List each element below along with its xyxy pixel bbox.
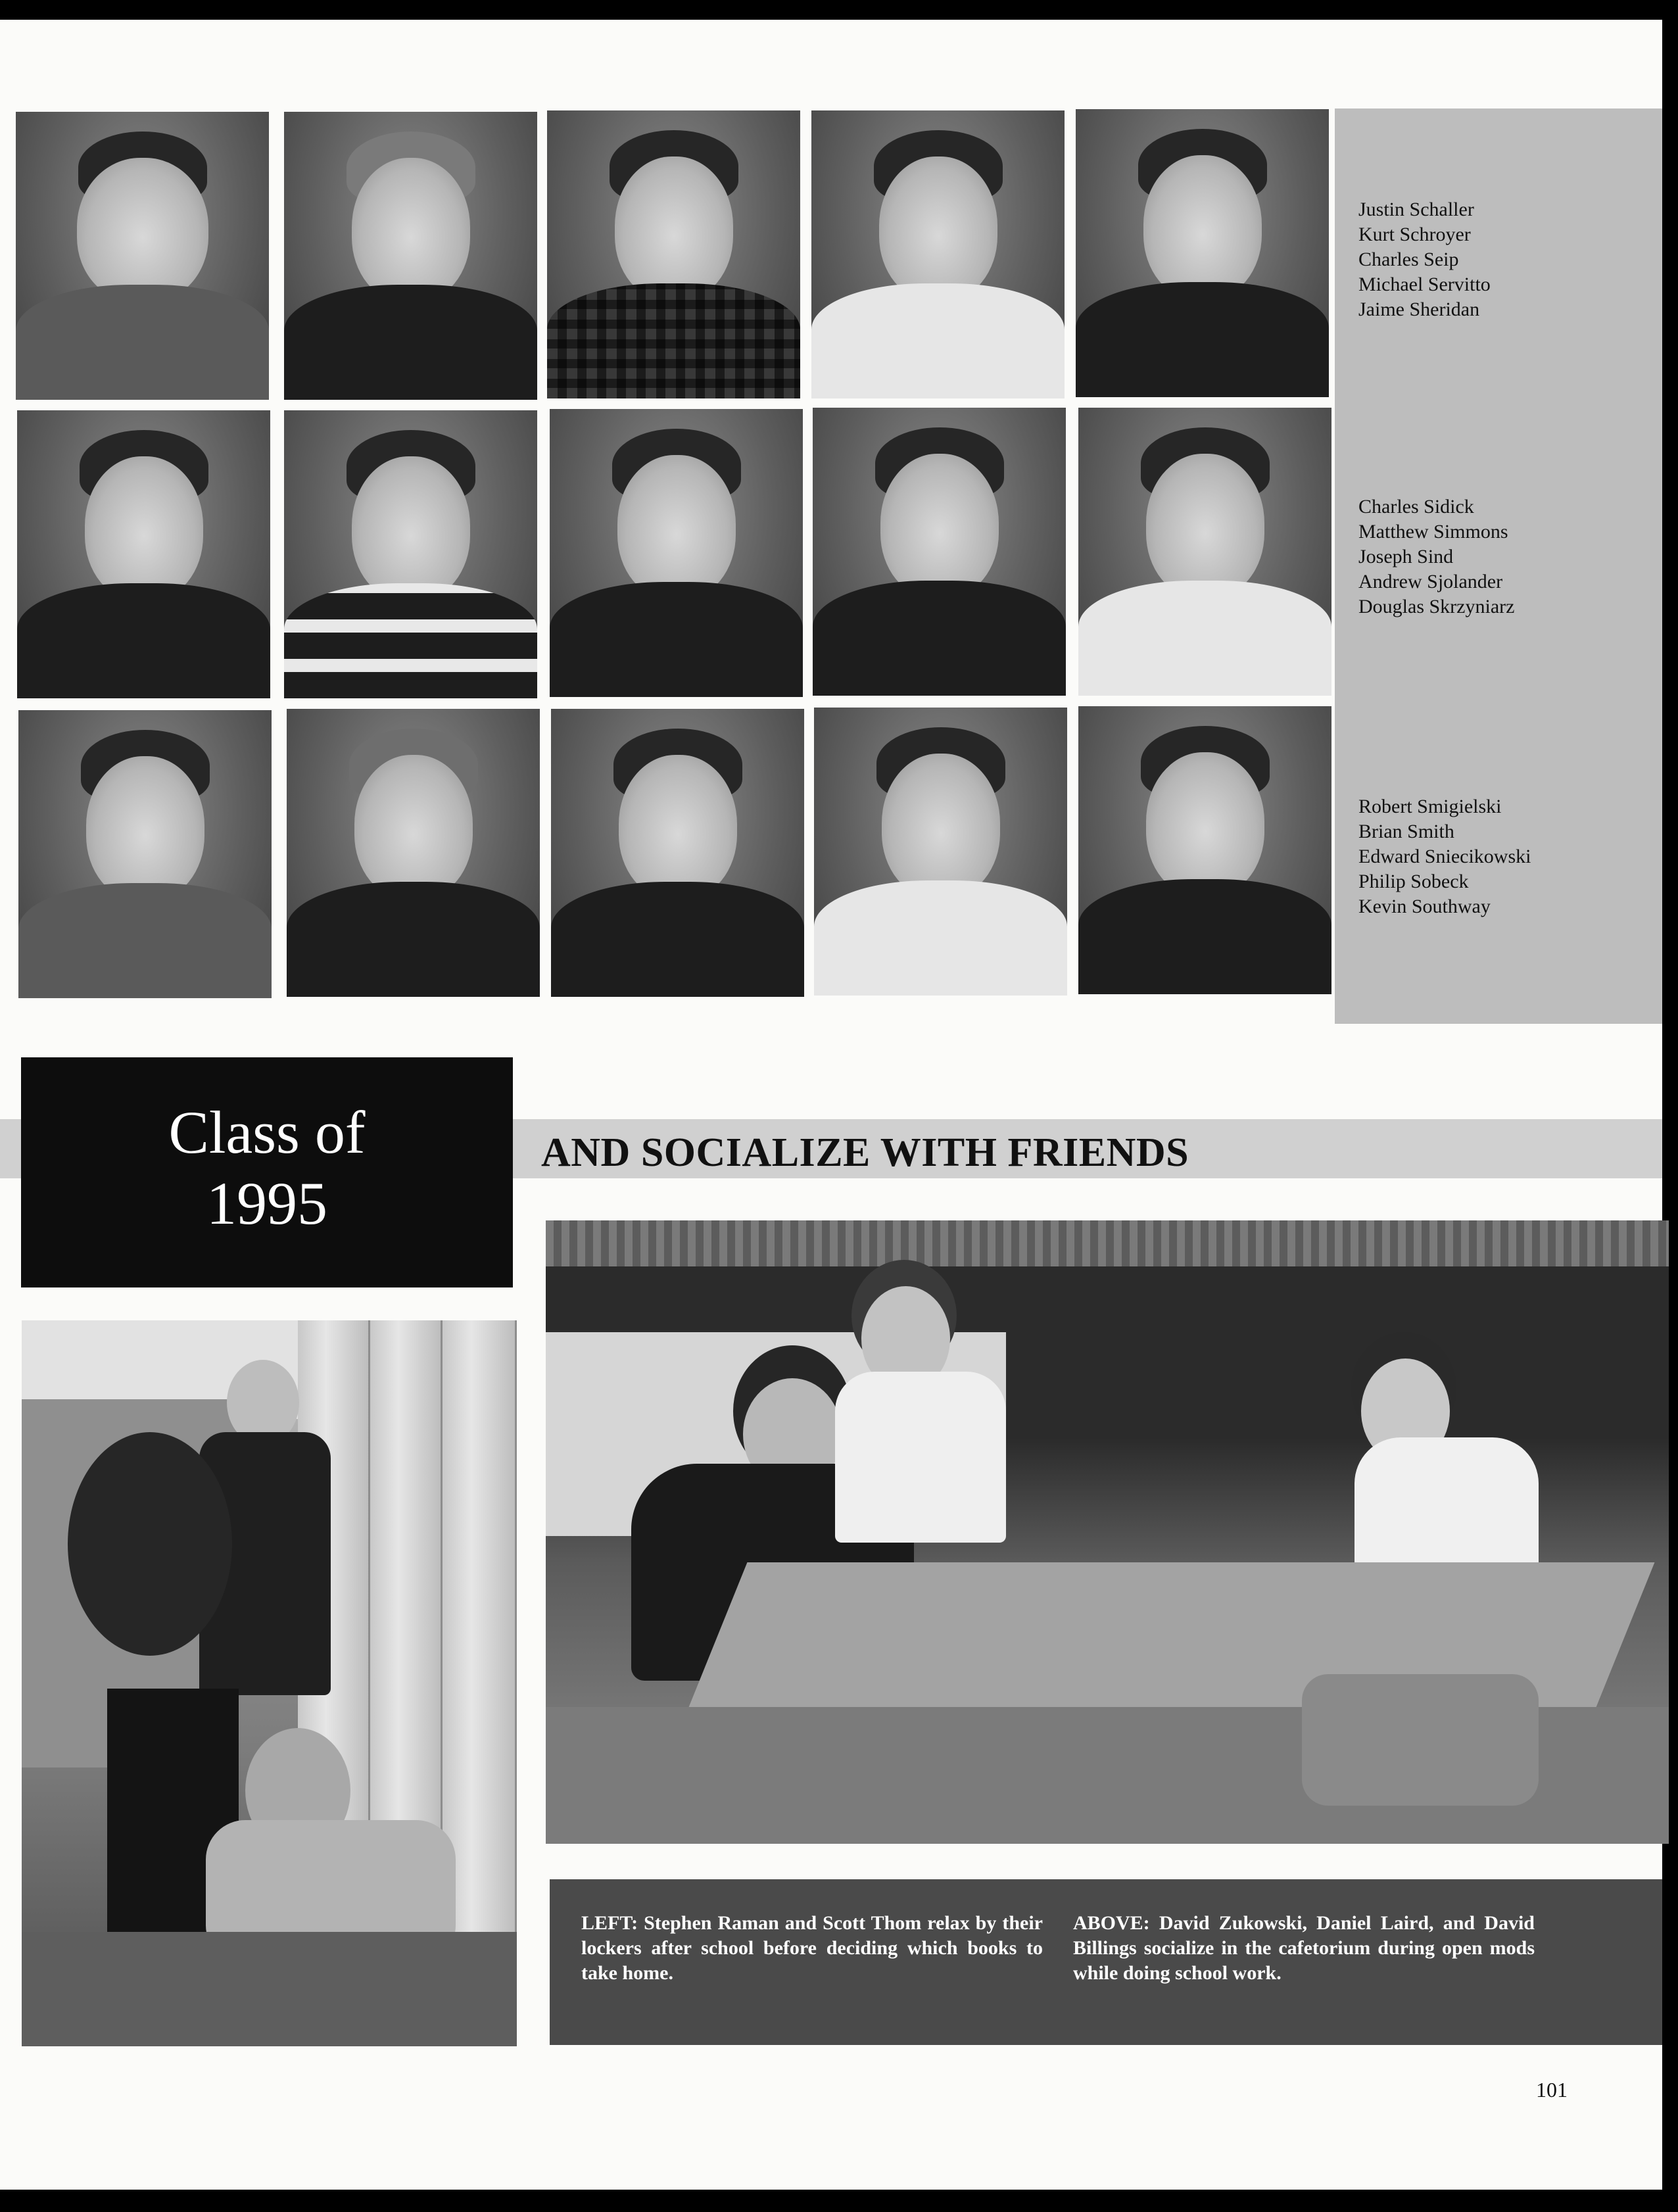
- portrait-photo: [16, 112, 269, 400]
- page-headline: AND SOCIALIZE WITH FRIENDS: [541, 1130, 1189, 1175]
- name-list-row-2: [1358, 494, 1514, 619]
- portrait-photo: [18, 710, 272, 998]
- page-number: 101: [1536, 2078, 1568, 2102]
- student-name: Edward Sniecikowski: [1358, 846, 1531, 867]
- student-name: Philip Sobeck: [1358, 871, 1469, 892]
- portrait-photo: [284, 112, 537, 400]
- class-title-box: [21, 1057, 513, 1287]
- student-name: Matthew Simmons: [1358, 521, 1508, 542]
- portrait-photo: [1078, 408, 1331, 696]
- portrait-photo: [284, 410, 537, 698]
- cafetorium-photo: [546, 1220, 1669, 1844]
- portrait-photo: [814, 708, 1067, 996]
- student-name: Joseph Sind: [1358, 546, 1454, 567]
- student-name: Jaime Sheridan: [1358, 299, 1480, 320]
- student-name: Michael Servitto: [1358, 274, 1491, 295]
- locker-photo: [22, 1320, 517, 2046]
- portrait-photo: [1076, 109, 1329, 397]
- student-name: Andrew Sjolander: [1358, 571, 1503, 592]
- portrait-photo: [550, 409, 803, 697]
- name-list-row-1: [1358, 197, 1491, 322]
- yearbook-page: [0, 20, 1662, 2190]
- portrait-photo: [813, 408, 1066, 696]
- portrait-photo: [811, 110, 1065, 398]
- portrait-photo: [287, 709, 540, 997]
- student-name: Charles Seip: [1358, 249, 1459, 270]
- student-name: Charles Sidick: [1358, 496, 1474, 517]
- portrait-photo: [17, 410, 270, 698]
- class-title-line-2: 1995: [206, 1170, 327, 1237]
- portrait-photo: [547, 110, 800, 398]
- student-name: Kurt Schroyer: [1358, 224, 1471, 245]
- student-name: Douglas Skrzyniarz: [1358, 596, 1515, 617]
- portrait-photo: [1078, 706, 1331, 994]
- student-name: Kevin Southway: [1358, 896, 1491, 917]
- class-title-line-1: Class of: [168, 1099, 366, 1166]
- student-name: Brian Smith: [1358, 821, 1454, 842]
- name-list-row-3: [1358, 794, 1531, 919]
- caption-above: ABOVE: David Zukowski, Daniel Laird, and David Billings socialize in the cafetorium during open mods while doing school work.: [1073, 1912, 1535, 1984]
- portrait-photo: [551, 709, 804, 997]
- student-name: Robert Smigielski: [1358, 796, 1502, 817]
- student-name: Justin Schaller: [1358, 199, 1474, 220]
- caption-left: LEFT: Stephen Raman and Scott Thom relax by their lockers after school before deciding which books to take home.: [581, 1912, 1043, 1984]
